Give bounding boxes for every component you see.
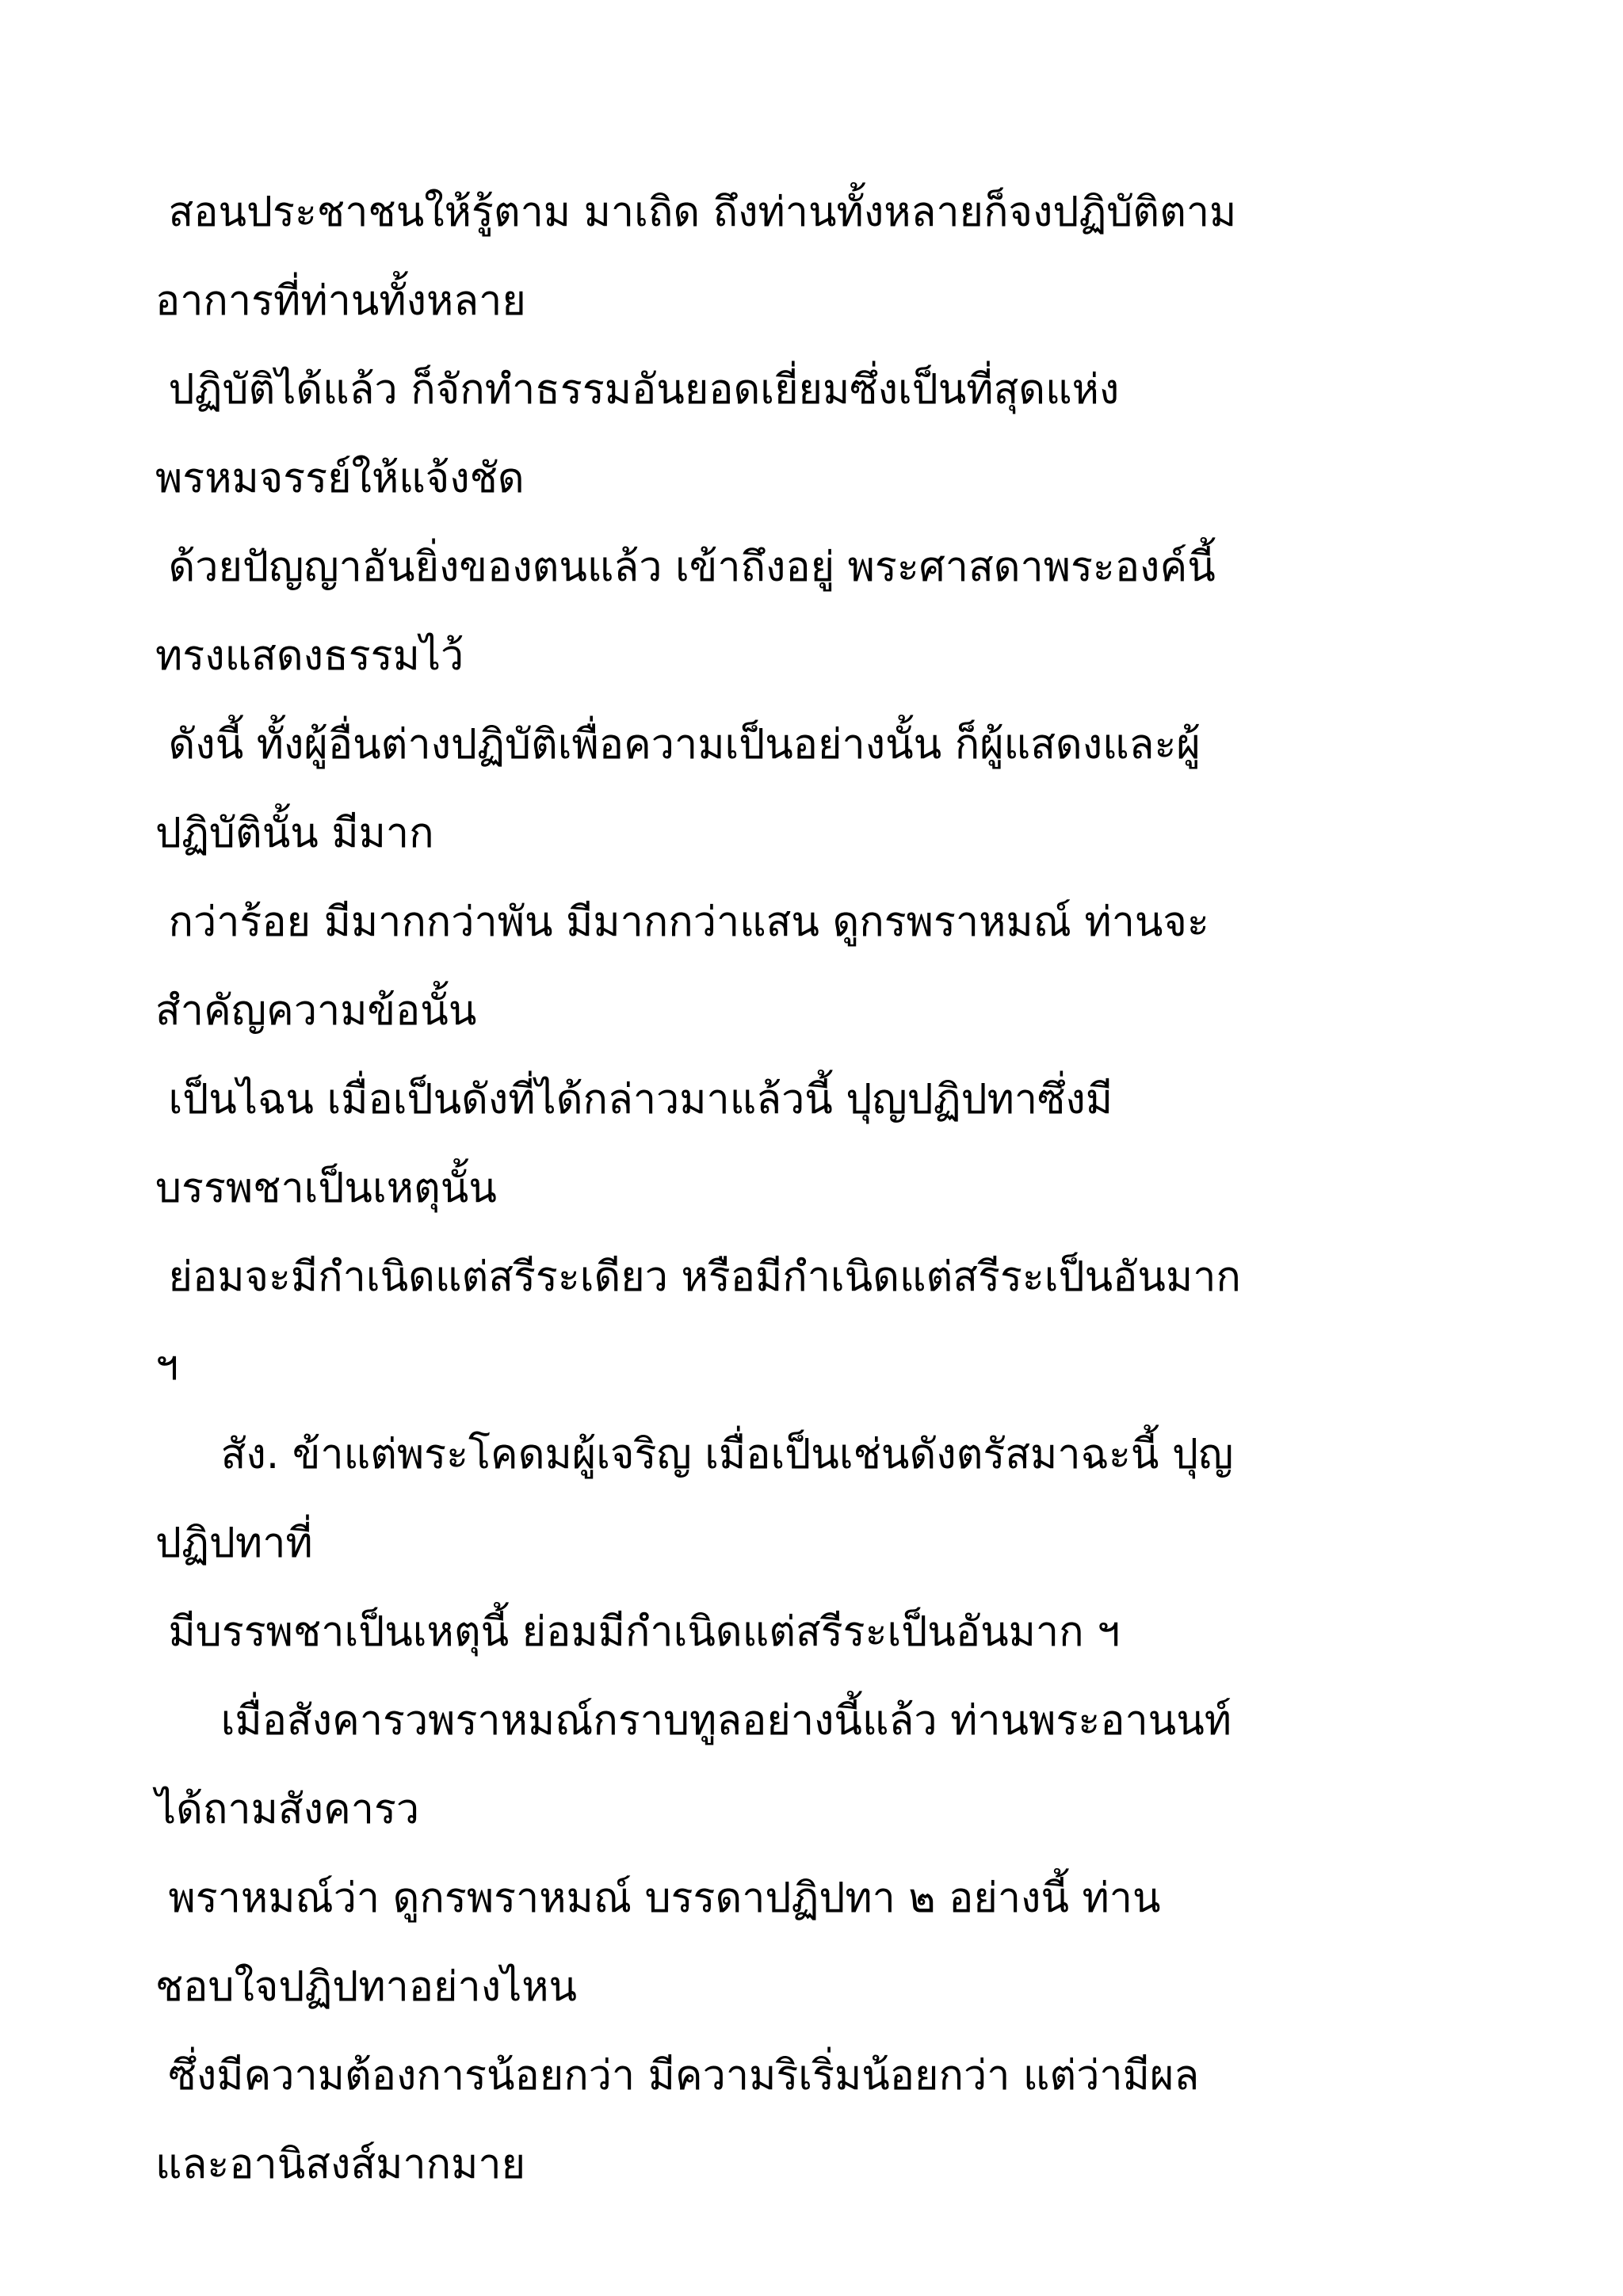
text-line: และอานิสงส์มากมาย bbox=[155, 2141, 526, 2188]
text-line: ปฏิปทาที่ bbox=[155, 1520, 313, 1567]
text-line: อาการที่ท่านทั้งหลาย bbox=[155, 277, 526, 325]
text-line: กว่าร้อย มีมากกว่าพัน มีมากกว่าแสน ดูกรพราหมณ์ ท่านจะ bbox=[155, 898, 1209, 946]
text-line: ย่อมจะมีกำเนิดแต่สรีระเดียว หรือมีกำเนิดแต่สรีระเป็นอันมาก bbox=[155, 1253, 1241, 1301]
document-body bbox=[155, 168, 1487, 2209]
text-line: บรรพชาเป็นเหตุนั้น bbox=[155, 1165, 497, 1212]
text-line: ปฏิบัตินั้น มีมาก bbox=[155, 810, 434, 857]
text-line: มีบรรพชาเป็นเหตุนี้ ย่อมมีกำเนิดแต่สรีระเป็นอันมาก ฯ bbox=[155, 1608, 1121, 1656]
text-line: ดังนี้ ทั้งผู้อื่นต่างปฏิบัติเพื่อความเป็นอย่างนั้น ก็ผู้แสดงและผู้ bbox=[155, 721, 1201, 769]
text-line: ชอบใจปฏิปทาอย่างไหน bbox=[155, 1963, 578, 2011]
text-line: ได้ถามสังคารว bbox=[155, 1786, 420, 1833]
text-line: ปฏิบัติได้แล้ว ก็จักทำธรรมอันยอดเยี่ยมซึ่งเป็นที่สุดแห่ง bbox=[155, 366, 1120, 414]
text-line: พรหมจรรย์ให้แจ้งชัด bbox=[155, 455, 525, 502]
text-line: สำคัญความข้อนั้น bbox=[155, 987, 477, 1035]
text-line: สอนประชาชนให้รู้ตาม มาเถิด ถึงท่านทั้งหลายก็จงปฏิบัติตาม bbox=[155, 189, 1237, 236]
text-line: สัง. ข้าแต่พระโคดมผู้เจริญ เมื่อเป็นเช่นดังตรัสมาฉะนี้ ปุญ bbox=[155, 1431, 1234, 1478]
text-line: ทรงแสดงธรรมไว้ bbox=[155, 632, 464, 680]
text-line: ซึ่งมีความต้องการน้อยกว่า มีความริเริ่มน้อยกว่า แต่ว่ามีผล bbox=[155, 2052, 1200, 2100]
text-line: ฯ bbox=[155, 1342, 179, 1390]
text-line: พราหมณ์ว่า ดูกรพราหมณ์ บรรดาปฏิปทา ๒ อย่างนี้ ท่าน bbox=[155, 1875, 1161, 1922]
text-line: เป็นไฉน เมื่อเป็นดังที่ได้กล่าวมาแล้วนี้ ปุญปฏิปทาซึ่งมี bbox=[155, 1076, 1113, 1123]
text-line: ด้วยปัญญาอันยิ่งของตนแล้ว เข้าถึงอยู่ พระศาสดาพระองค์นี้ bbox=[155, 543, 1216, 591]
text-line: เมื่อสังคารวพราหมณ์กราบทูลอย่างนี้แล้ว ท่านพระอานนท์ bbox=[155, 1697, 1232, 1745]
